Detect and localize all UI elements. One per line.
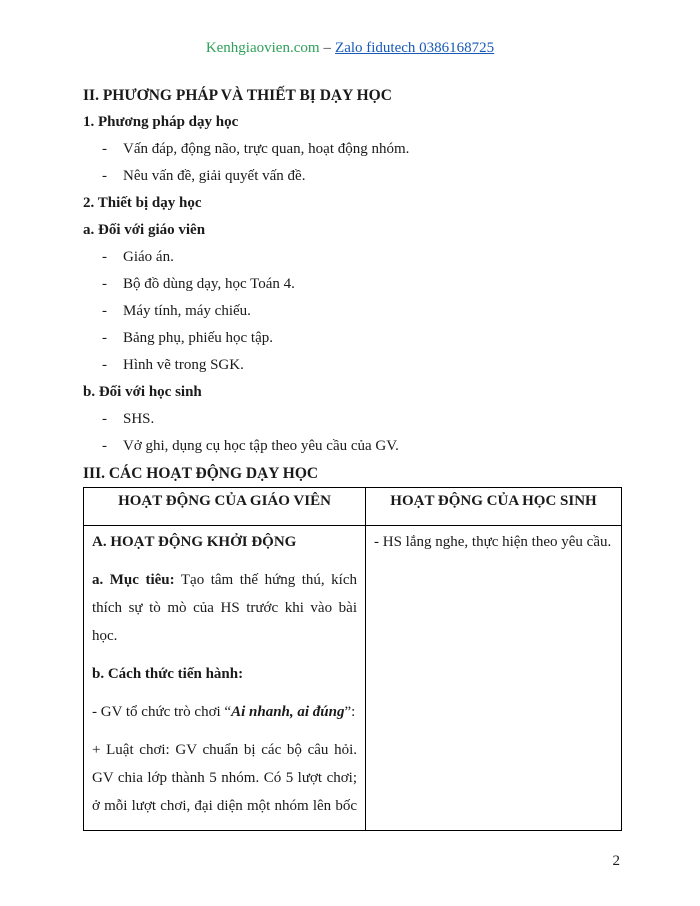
- activity-game-line: [92, 698, 357, 726]
- document-header: [0, 0, 700, 58]
- activity-goal: [92, 566, 357, 650]
- column-header-student: HOẠT ĐỘNG CỦA HỌC SINH: [366, 488, 622, 526]
- game-suffix: ”:: [344, 704, 356, 720]
- teacher-activity-cell: [84, 526, 366, 831]
- heading-methods-equipment: II. PHƯƠNG PHÁP VÀ THIẾT BỊ DẠY HỌC: [83, 87, 392, 104]
- teacher-list-item-1: [83, 244, 620, 271]
- teacher-item-text: Hình vẽ trong SGK.: [123, 357, 244, 373]
- game-name: Ai nhanh, ai đúng: [231, 704, 345, 720]
- method-item-text: Vấn đáp, động não, trực quan, hoạt động nhóm.: [123, 141, 410, 157]
- student-item-text: Vở ghi, dụng cụ học tập theo yêu cầu của GV.: [123, 438, 399, 454]
- heading-for-teacher: a. Đối với giáo viên: [83, 222, 206, 238]
- heading-teaching-equipment: 2. Thiết bị dạy học: [83, 195, 202, 211]
- method-list-item-2: [83, 163, 620, 190]
- heading-teaching-methods: 1. Phương pháp dạy học: [83, 114, 239, 130]
- dash-bullet: -: [102, 249, 107, 265]
- student-response: - HS lắng nghe, thực hiện theo yêu cầu.: [374, 534, 612, 550]
- student-activity-cell: [366, 526, 622, 831]
- student-list-item-2: [83, 433, 620, 460]
- document-body: [83, 82, 620, 871]
- student-item-text: SHS.: [123, 411, 155, 427]
- dash-bullet: -: [102, 303, 107, 319]
- heading-for-student: b. Đối với học sinh: [83, 384, 202, 400]
- game-prefix: - GV tổ chức trò chơi “: [92, 704, 232, 720]
- activity-rules: + Luật chơi: GV chuẩn bị các bộ câu hỏi. GV chia lớp thành 5 nhóm. Có 5 lượt chơi; ở mỗi lượt chơi, đại diện một nhóm lên bốc: [92, 742, 357, 814]
- page-number: 2: [612, 853, 620, 869]
- activity-table: [83, 487, 622, 831]
- dash-bullet: -: [102, 276, 107, 292]
- teacher-list-item-2: [83, 271, 620, 298]
- heading-teaching-activities: III. CÁC HOẠT ĐỘNG DẠY HỌC: [83, 465, 319, 482]
- teacher-list-item-3: [83, 298, 620, 325]
- dash-bullet: -: [102, 411, 107, 427]
- table-body-row: [84, 526, 622, 831]
- student-list-item-1: [83, 406, 620, 433]
- dash-bullet: -: [102, 357, 107, 373]
- activity-section-title: A. HOẠT ĐỘNG KHỞI ĐỘNG: [92, 534, 297, 550]
- method-item-text: Nêu vấn đề, giải quyết vấn đề.: [123, 168, 306, 184]
- site-name: Kenhgiaovien.com: [205, 40, 320, 56]
- dash-bullet: -: [102, 168, 107, 184]
- goal-text: Tạo tâm thế hứng thú, kích thích sự tò mò của HS trước khi vào bài học.: [92, 572, 357, 644]
- teacher-item-text: Máy tính, máy chiếu.: [123, 303, 251, 319]
- header-separator: –: [323, 40, 332, 56]
- dash-bullet: -: [102, 330, 107, 346]
- teacher-item-text: Bộ đồ dùng dạy, học Toán 4.: [123, 276, 295, 292]
- teacher-item-text: Bảng phụ, phiếu học tập.: [123, 330, 273, 346]
- teacher-item-text: Giáo án.: [123, 249, 174, 265]
- dash-bullet: -: [102, 141, 107, 157]
- activity-steps-label: b. Cách thức tiến hành:: [92, 666, 244, 682]
- teacher-list-item-4: [83, 325, 620, 352]
- table-header-row: [84, 488, 622, 526]
- method-list-item-1: [83, 136, 620, 163]
- goal-label: a. Mục tiêu:: [92, 572, 175, 588]
- zalo-link[interactable]: Zalo fidutech 0386168725: [335, 40, 495, 56]
- dash-bullet: -: [102, 438, 107, 454]
- teacher-list-item-5: [83, 352, 620, 379]
- column-header-teacher: HOẠT ĐỘNG CỦA GIÁO VIÊN: [84, 488, 366, 526]
